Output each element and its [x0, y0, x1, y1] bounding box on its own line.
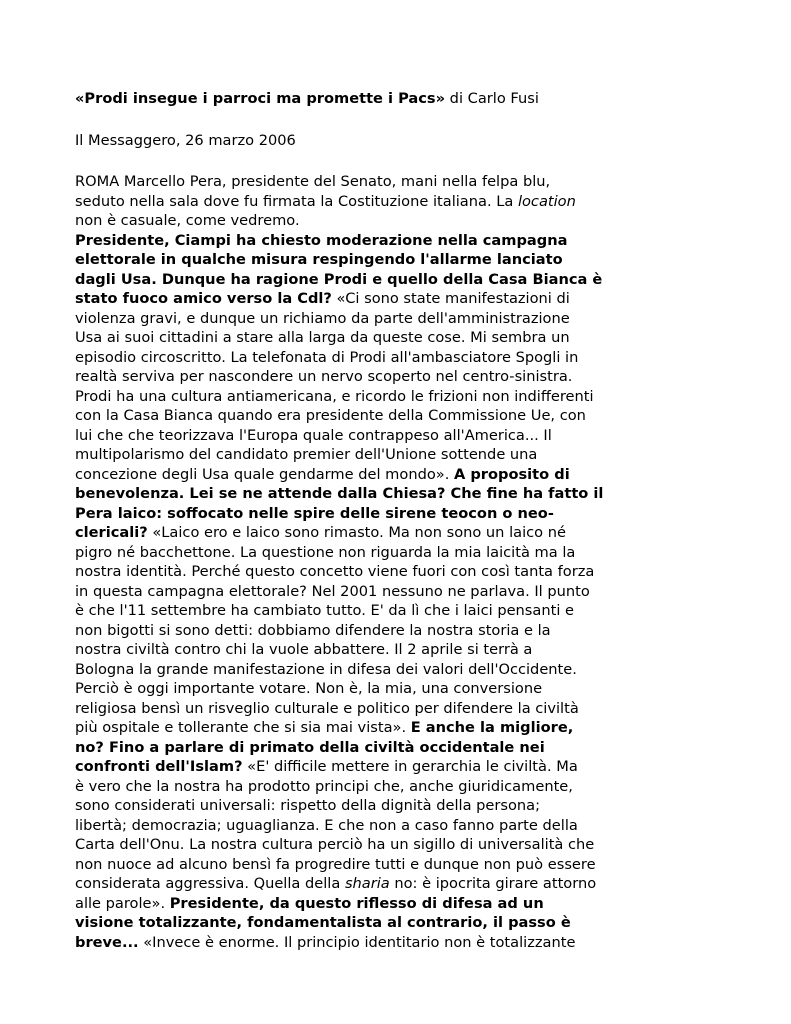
interview-question: stato fuoco amico verso la Cdl?: [75, 290, 332, 307]
article-title: «Prodi insegue i parroci ma promette i Pacs»: [75, 90, 446, 107]
interview-answer: sono considerati universali: rispetto della dignità della persona;: [75, 797, 541, 814]
interview-answer: nostra civiltà contro chi la vuole abbattere. Il 2 aprile si terrà a: [75, 641, 533, 658]
interview-text: [75, 231, 635, 953]
body-line: [75, 504, 635, 524]
interview-question: confronti dell'Islam?: [75, 758, 243, 775]
intro-italic-location: location: [517, 192, 576, 210]
interview-answer: no: è ipocrita girare attorno: [389, 875, 597, 892]
body-line: [75, 816, 635, 836]
interview-answer: alle parole».: [75, 894, 170, 912]
body-line: [75, 679, 635, 699]
article-body: [75, 172, 635, 952]
body-line: [75, 250, 635, 270]
interview-answer: considerata aggressiva. Quella della: [75, 875, 345, 892]
body-line: [75, 835, 635, 855]
body-line: [75, 289, 635, 309]
body-line: [75, 855, 635, 875]
interview-answer: non bigotti si sono detti: dobbiamo difendere la nostra storia e la: [75, 621, 551, 639]
intro-text: non è casuale, come vedremo.: [75, 212, 300, 229]
intro-line: [75, 172, 635, 192]
body-line: [75, 718, 635, 738]
interview-answer: «Laico ero e laico sono rimasto. Ma non sono un laico né: [147, 524, 566, 541]
interview-answer: è che l'11 settembre ha cambiato tutto. E' da lì che i laici pensanti e: [75, 602, 574, 619]
interview-answer: «E' difficile mettere in gerarchia le civiltà. Ma: [242, 758, 578, 775]
interview-answer: Bologna la grande manifestazione in difesa dei valori dell'Occidente.: [75, 660, 577, 678]
interview-answer: non nuoce ad alcuno bensì fa progredire tutti e dunque non può essere: [75, 855, 596, 873]
interview-answer: episodio circoscritto. La telefonata di Prodi all'ambasciatore Spogli in: [75, 348, 579, 366]
interview-question: no? Fino a parlare di primato della civiltà occidentale nei: [75, 738, 545, 756]
interview-question: benevolenza. Lei se ne attende dalla Chiesa? Che fine ha fatto il: [75, 485, 604, 502]
body-line: [75, 367, 635, 387]
interview-answer: Perciò è oggi importante votare. Non è, la mia, una conversione: [75, 680, 543, 697]
article-intro: [75, 172, 635, 231]
body-line: [75, 270, 635, 290]
interview-question: Presidente, Ciampi ha chiesto moderazione nella campagna: [75, 231, 568, 249]
intro-text: seduto nella sala dove fu firmata la Costituzione italiana. La: [75, 192, 518, 210]
interview-question: breve...: [75, 933, 139, 951]
italic-term: sharia: [344, 875, 390, 892]
interview-question: elettorale in qualche misura respingendo l'allarme lanciato: [75, 251, 563, 268]
body-line: [75, 699, 635, 719]
interview-answer: «Ci sono state manifestazioni di: [331, 290, 570, 307]
interview-answer: Prodi ha una cultura antiamericana, e ricordo le frizioni non indifferenti: [75, 387, 594, 405]
interview-answer: violenza gravi, e dunque un richiamo da parte dell'amministrazione: [75, 309, 570, 327]
body-line: [75, 874, 635, 894]
body-line: [75, 231, 635, 251]
interview-answer: è vero che la nostra ha prodotto principi che, anche giuridicamente,: [75, 777, 573, 795]
body-line: [75, 582, 635, 602]
body-line: [75, 913, 635, 933]
document-page: [75, 89, 635, 952]
body-line: [75, 309, 635, 329]
interview-answer: realtà serviva per nascondere un nervo scoperto nel centro-sinistra.: [75, 368, 573, 385]
interview-answer: Carta dell'Onu. La nostra cultura perciò ha un sigillo di universalità che: [75, 836, 595, 853]
body-line: [75, 484, 635, 504]
interview-answer: in questa campagna elettorale? Nel 2001 nessuno ne parlava. Il punto: [75, 582, 590, 600]
body-line: [75, 328, 635, 348]
body-line: [75, 523, 635, 543]
body-line: [75, 933, 635, 953]
interview-answer: multipolarismo del candidato premier dell'Unione sottende una: [75, 446, 538, 463]
interview-question: clericali?: [75, 524, 148, 541]
interview-answer: nostra identità. Perché questo concetto viene fuori con così tanta forza: [75, 563, 595, 580]
interview-question: E anche la migliore,: [410, 719, 574, 736]
intro-line: [75, 211, 635, 231]
intro-text: ROMA Marcello Pera, presidente del Senato, mani nella felpa blu,: [75, 173, 551, 190]
body-line: [75, 348, 635, 368]
interview-answer: pigro né bacchettone. La questione non riguarda la mia laicità ma la: [75, 543, 576, 561]
body-line: [75, 660, 635, 680]
body-line: [75, 387, 635, 407]
body-line: [75, 621, 635, 641]
interview-answer: libertà; democrazia; uguaglianza. E che non a caso fanno parte della: [75, 816, 578, 834]
interview-answer: con la Casa Bianca quando era presidente della Commissione Ue, con: [75, 407, 586, 424]
article-author: di Carlo Fusi: [445, 90, 539, 107]
intro-line: [75, 192, 635, 212]
body-line: [75, 426, 635, 446]
body-line: [75, 738, 635, 758]
article-heading: [75, 89, 635, 109]
interview-question: Pera laico: soffocato nelle spire delle sirene teocon o neo-: [75, 504, 554, 522]
body-line: [75, 757, 635, 777]
interview-answer: concezione degli Usa quale gendarme del mondo».: [75, 465, 454, 483]
body-line: [75, 543, 635, 563]
interview-question: Presidente, da questo riflesso di difesa ad un: [169, 894, 544, 912]
body-line: [75, 796, 635, 816]
interview-question: visione totalizzante, fondamentalista al contrario, il passo è: [75, 914, 571, 931]
body-line: [75, 406, 635, 426]
body-line: [75, 640, 635, 660]
interview-question: dagli Usa. Dunque ha ragione Prodi e quello della Casa Bianca è: [75, 270, 603, 288]
article-source: Il Messaggero, 26 marzo 2006: [75, 131, 296, 149]
body-line: [75, 777, 635, 797]
interview-answer: religiosa bensì un risveglio culturale e politico per difendere la civiltà: [75, 699, 579, 717]
body-line: [75, 562, 635, 582]
interview-answer: Usa ai suoi cittadini a stare alla larga da queste cose. Mi sembra un: [75, 329, 570, 346]
body-line: [75, 445, 635, 465]
interview-question: A proposito di: [453, 465, 570, 483]
body-line: [75, 465, 635, 485]
interview-answer: più ospitale e tollerante che si sia mai vista».: [75, 719, 411, 736]
interview-answer: lui che che teorizzava l'Europa quale contrappeso all'America... Il: [75, 426, 552, 444]
body-line: [75, 601, 635, 621]
body-line: [75, 894, 635, 914]
interview-answer: «Invece è enorme. Il principio identitario non è totalizzante: [138, 933, 576, 951]
